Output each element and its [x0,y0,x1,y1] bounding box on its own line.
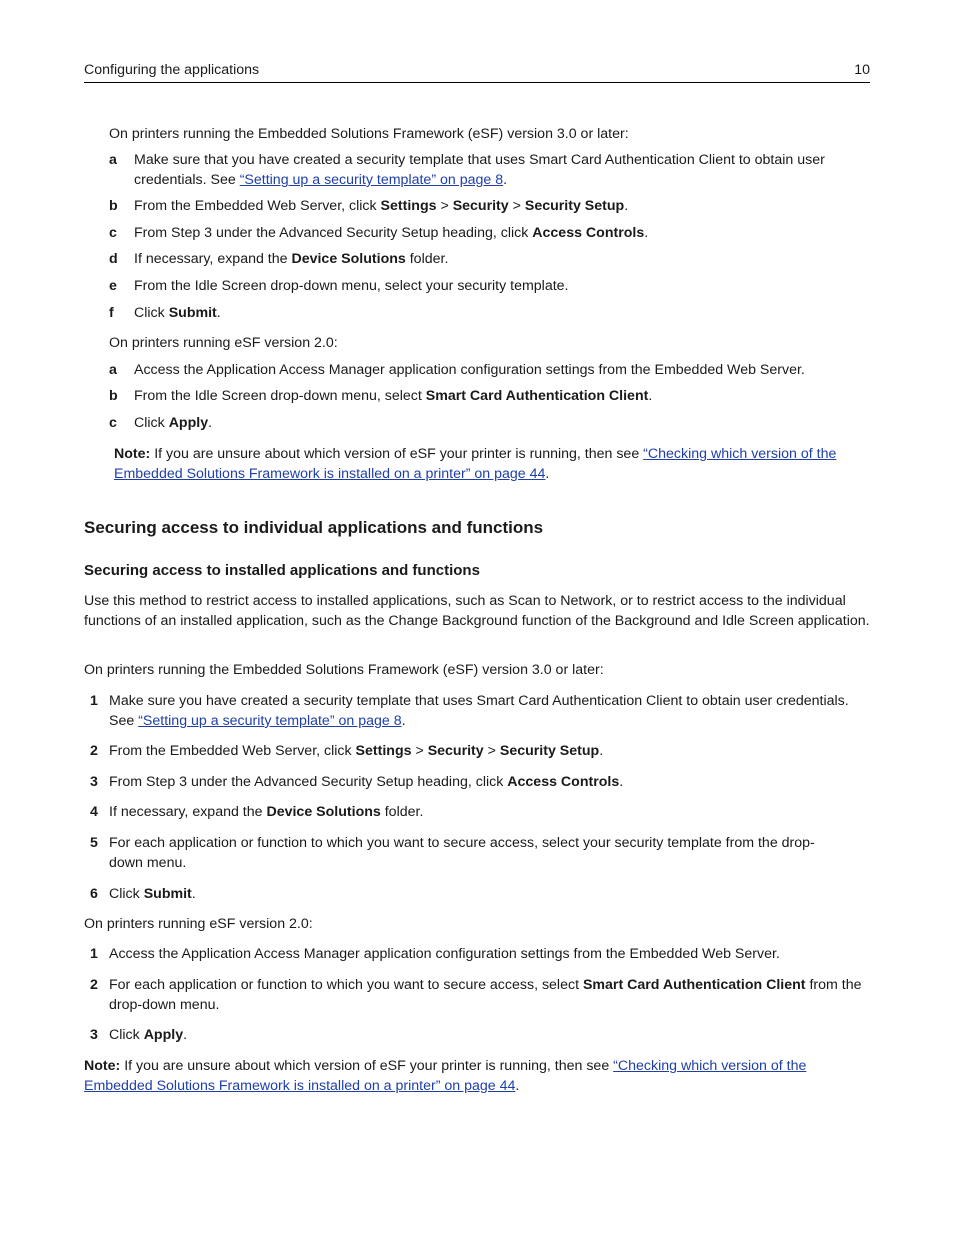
page-number: 10 [854,62,870,78]
list-item-text: From the Embedded Web Server, click Settings > Security > Security Setup. [109,743,604,759]
list-item-text: From Step 3 under the Advanced Security Setup heading, click Access Controls. [109,774,624,790]
list-marker: 2 [90,977,98,993]
list-marker: 1 [90,693,98,709]
list-item-text: Access the Application Access Manager application configuration settings from the Embedded Web Server. [134,362,805,378]
list-marker: 4 [90,804,98,820]
list-marker: b [109,198,118,214]
list-marker: f [109,305,114,321]
list-marker: a [109,362,117,378]
list-marker: c [109,415,117,431]
list-marker: 6 [90,886,98,902]
esf3-intro: On printers running the Embedded Solutions Framework (eSF) version 3.0 or later: [109,126,629,142]
list-item-text: From Step 3 under the Advanced Security Setup heading, click Access Controls. [134,225,649,241]
list-item-text: Click Apply. [134,415,213,431]
note: Note: If you are unsure about which version of eSF your printer is running, then see “Checking which version of the Embedded Solutions Framework is installed on a printer” on page 44. [114,446,837,482]
list-marker: b [109,388,118,404]
list-item-text: If necessary, expand the Device Solutions folder. [109,804,424,820]
note-label: Note: [114,446,151,462]
esf3-intro: On printers running the Embedded Solutions Framework (eSF) version 3.0 or later: [84,662,604,678]
list-item-text: Make sure you have created a security template that uses Smart Card Authentication Client to obtain user credentials. See “Setting up a security template” on page 8. [109,693,849,729]
esf-version-link[interactable]: “Checking which version of the Embedded Solutions Framework is installed on a printer” on page 44 [84,1058,807,1094]
section-heading: Securing access to individual applications and functions [84,518,544,537]
list-marker: c [109,225,117,241]
list-item-text: From the Idle Screen drop-down menu, select your security template. [134,278,569,294]
list-marker: 1 [90,946,98,962]
list-item-text: If necessary, expand the Device Solutions folder. [134,251,449,267]
list-item-text: Click Submit. [134,305,221,321]
body-paragraph: Use this method to restrict access to installed applications, such as Scan to Network, or to restrict access to the individual functions of an installed application, such as the Change Background function of the Background and Idle Screen application. [84,593,870,629]
security-template-link[interactable]: “Setting up a security template” on page 8 [239,172,504,188]
list-marker: a [109,152,117,168]
running-header-title: Configuring the applications [84,62,260,78]
list-item-text: From the Idle Screen drop-down menu, select Smart Card Authentication Client. [134,388,653,404]
list-marker: 3 [90,1027,98,1043]
list-marker: 5 [90,835,98,851]
list-item-text: Click Apply. [109,1027,188,1043]
list-marker: 2 [90,743,98,759]
list-item-text: Access the Application Access Manager application configuration settings from the Embedded Web Server. [109,946,780,962]
list-item-text: From the Embedded Web Server, click Settings > Security > Security Setup. [134,198,629,214]
list-marker: d [109,251,118,267]
list-item [109,150,870,190]
list-item-text: Make sure that you have created a security template that uses Smart Card Authentication Client to obtain user credentials. See “Setting up a security template” on page 8. [134,152,825,188]
security-template-link[interactable]: “Setting up a security template” on page 8 [138,713,402,729]
page-header [84,60,870,83]
list-item-text: Click Submit. [109,886,196,902]
subsection-heading: Securing access to installed applications and functions [84,562,480,579]
list-marker: 3 [90,774,98,790]
list-marker: e [109,278,117,294]
list-item-text: For each application or function to which you want to secure access, select Smart Card Authentication Client from the drop-down menu. [109,977,862,1013]
esf2-intro: On printers running eSF version 2.0: [109,335,338,351]
esf-version-link[interactable]: “Checking which version of the Embedded Solutions Framework is installed on a printer” on page 44 [114,446,837,482]
esf2-intro: On printers running eSF version 2.0: [84,916,313,932]
note: Note: If you are unsure about which version of eSF your printer is running, then see “Checking which version of the Embedded Solutions Framework is installed on a printer” on page 44. [84,1058,807,1094]
list-item-text: For each application or function to which you want to secure access, select your security template from the drop-down menu. [109,835,815,871]
note-label: Note: [84,1058,121,1074]
